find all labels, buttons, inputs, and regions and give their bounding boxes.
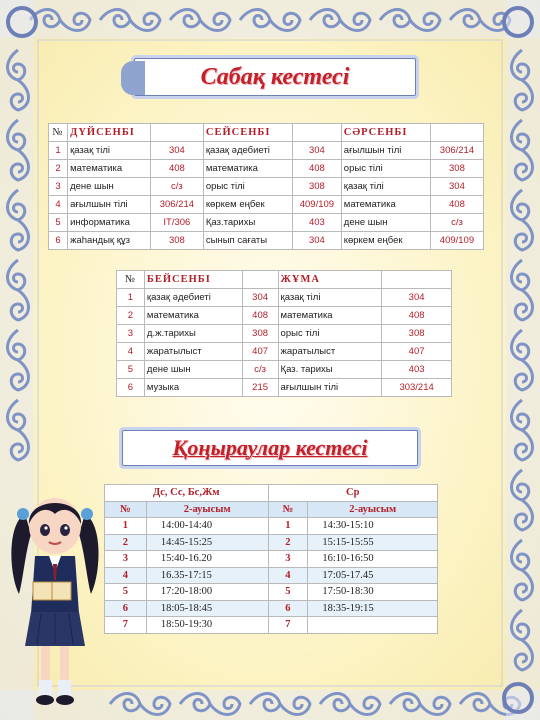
header-cell: 2-ауысым — [146, 501, 268, 518]
table-row — [49, 178, 484, 196]
header-cell: БЕЙСЕНБІ — [144, 271, 242, 289]
table-cell: сынып сағаты — [203, 232, 292, 250]
table-row — [117, 343, 452, 361]
lessons-title-banner — [134, 58, 416, 96]
table-row — [117, 361, 452, 379]
table-cell: қазақ әдебиеті — [144, 289, 242, 307]
table-cell: орыс тілі — [203, 178, 292, 196]
table-cell: 3 — [117, 325, 145, 343]
table-cell: 16:10-16:50 — [308, 551, 438, 568]
table-cell: 1 — [49, 142, 68, 160]
table-cell: математика — [341, 196, 430, 214]
table-cell: 4 — [49, 196, 68, 214]
table-row — [105, 567, 438, 584]
table-cell: 408 — [242, 307, 278, 325]
header-cell: ДҮЙСЕНБІ — [68, 124, 151, 142]
table-cell: 2 — [117, 307, 145, 325]
table-cell: 408 — [430, 196, 483, 214]
bell-schedule-table — [104, 484, 438, 634]
header-cell — [293, 124, 342, 142]
table-cell: 408 — [382, 307, 452, 325]
table-cell: 1 — [268, 518, 308, 535]
table-header-row — [49, 124, 484, 142]
header-cell: СЕЙСЕНБІ — [203, 124, 292, 142]
table-cell: 5 — [268, 584, 308, 601]
table-cell: 15:15-15:55 — [308, 534, 438, 551]
table-row — [49, 160, 484, 178]
table-cell: көркем еңбек — [341, 232, 430, 250]
bells-title: Қоңыраулар кестесі — [172, 435, 368, 460]
header-cell: 2-ауысым — [308, 501, 438, 518]
header-cell: № — [268, 501, 308, 518]
table-cell: 304 — [382, 289, 452, 307]
table-cell: 3 — [49, 178, 68, 196]
table-cell: 304 — [430, 178, 483, 196]
table-row — [49, 232, 484, 250]
table-cell: 1 — [117, 289, 145, 307]
header-cell: ЖҰМА — [278, 271, 382, 289]
table-cell: 5 — [105, 584, 147, 601]
table-cell: с/з — [430, 214, 483, 232]
table-cell: 2 — [49, 160, 68, 178]
table-cell: 2 — [268, 534, 308, 551]
table-cell: 5 — [117, 361, 145, 379]
table-row — [117, 379, 452, 397]
table-cell: IT/306 — [150, 214, 203, 232]
table-cell: 403 — [293, 214, 342, 232]
table-cell: ағылшын тілі — [341, 142, 430, 160]
table-cell: математика — [203, 160, 292, 178]
table-row — [105, 551, 438, 568]
table-cell: 408 — [293, 160, 342, 178]
lessons-title: Сабақ кестесі — [200, 64, 350, 90]
header-cell: № — [49, 124, 68, 142]
table-cell: 14:00-14:40 — [146, 518, 268, 535]
table-cell: 303/214 — [382, 379, 452, 397]
header-cell — [150, 124, 203, 142]
table-cell: 6 — [268, 600, 308, 617]
table-row — [105, 534, 438, 551]
table-group-row — [105, 485, 438, 502]
table-cell: 6 — [105, 600, 147, 617]
group-header: Дс, Сс, Бс,Жм — [105, 485, 269, 502]
table-cell: 215 — [242, 379, 278, 397]
table-cell: музыка — [144, 379, 242, 397]
table-cell: 14:30-15:10 — [308, 518, 438, 535]
table-cell: 17:50-18:30 — [308, 584, 438, 601]
table-cell: 1 — [105, 518, 147, 535]
table-cell: 308 — [242, 325, 278, 343]
table-cell: дене шын — [341, 214, 430, 232]
table-cell: 308 — [293, 178, 342, 196]
table-cell: 4 — [117, 343, 145, 361]
header-cell — [382, 271, 452, 289]
table-row — [105, 600, 438, 617]
table-cell — [308, 617, 438, 634]
table-row — [49, 196, 484, 214]
table-row — [117, 289, 452, 307]
table-cell: 6 — [49, 232, 68, 250]
table-cell: 304 — [242, 289, 278, 307]
header-cell — [242, 271, 278, 289]
table-cell: математика — [68, 160, 151, 178]
table-cell: 409/109 — [430, 232, 483, 250]
table-cell: 304 — [293, 142, 342, 160]
table-cell: орыс тілі — [278, 325, 382, 343]
lessons-table-thu-fri — [116, 270, 452, 397]
table-cell: 306/214 — [150, 196, 203, 214]
table-cell: дене шын — [144, 361, 242, 379]
table-cell: 5 — [49, 214, 68, 232]
table-cell: 6 — [117, 379, 145, 397]
header-cell — [430, 124, 483, 142]
table-cell: 18:50-19:30 — [146, 617, 268, 634]
header-cell: СӘРСЕНБІ — [341, 124, 430, 142]
table-cell: 16.35-17:15 — [146, 567, 268, 584]
table-cell: д.ж.тарихы — [144, 325, 242, 343]
table-cell: 14:45-15:25 — [146, 534, 268, 551]
table-row — [117, 307, 452, 325]
table-row — [105, 584, 438, 601]
table-cell: 304 — [293, 232, 342, 250]
table-cell: орыс тілі — [341, 160, 430, 178]
table-cell: с/з — [242, 361, 278, 379]
table-cell: 18:35-19:15 — [308, 600, 438, 617]
table-cell: 7 — [268, 617, 308, 634]
table-cell: информатика — [68, 214, 151, 232]
table-cell: Қаз.тарихы — [203, 214, 292, 232]
table-cell: 7 — [105, 617, 147, 634]
table-cell: 304 — [150, 142, 203, 160]
lessons-table-mon-wed — [48, 123, 484, 250]
table-cell: 4 — [268, 567, 308, 584]
table-cell: 18:05-18:45 — [146, 600, 268, 617]
table-header-row — [117, 271, 452, 289]
table-row — [105, 617, 438, 634]
table-cell: 15:40-16.20 — [146, 551, 268, 568]
table-cell: математика — [278, 307, 382, 325]
table-cell: 2 — [105, 534, 147, 551]
table-cell: 3 — [105, 551, 147, 568]
table-cell: математика — [144, 307, 242, 325]
table-cell: 409/109 — [293, 196, 342, 214]
table-cell: 407 — [242, 343, 278, 361]
table-cell: қазақ тілі — [68, 142, 151, 160]
table-cell: жаһандық құз — [68, 232, 151, 250]
table-cell: 17:05-17.45 — [308, 567, 438, 584]
table-cell: 308 — [382, 325, 452, 343]
table-cell: 4 — [105, 567, 147, 584]
table-cell: дене шын — [68, 178, 151, 196]
table-header-row — [105, 501, 438, 518]
table-cell: көркем еңбек — [203, 196, 292, 214]
table-row — [105, 518, 438, 535]
header-cell: № — [117, 271, 145, 289]
table-cell: 306/214 — [430, 142, 483, 160]
table-row — [117, 325, 452, 343]
table-cell: 408 — [150, 160, 203, 178]
table-cell: с/з — [150, 178, 203, 196]
bells-title-banner — [122, 430, 418, 466]
table-cell: ағылшын тілі — [278, 379, 382, 397]
group-header: Ср — [268, 485, 438, 502]
table-cell: 308 — [150, 232, 203, 250]
table-cell: қазақ тілі — [278, 289, 382, 307]
table-row — [49, 142, 484, 160]
table-cell: жаратылыст — [144, 343, 242, 361]
table-cell: қазақ тілі — [341, 178, 430, 196]
table-cell: 308 — [430, 160, 483, 178]
table-cell: 407 — [382, 343, 452, 361]
schoolgirl-illustration — [5, 484, 105, 714]
table-cell: Қаз. тарихы — [278, 361, 382, 379]
table-cell: қазақ әдебиеті — [203, 142, 292, 160]
table-cell: жаратылыст — [278, 343, 382, 361]
table-row — [49, 214, 484, 232]
table-cell: 3 — [268, 551, 308, 568]
table-cell: 17:20-18:00 — [146, 584, 268, 601]
table-cell: ағылшын тілі — [68, 196, 151, 214]
header-cell: № — [105, 501, 147, 518]
table-cell: 403 — [382, 361, 452, 379]
